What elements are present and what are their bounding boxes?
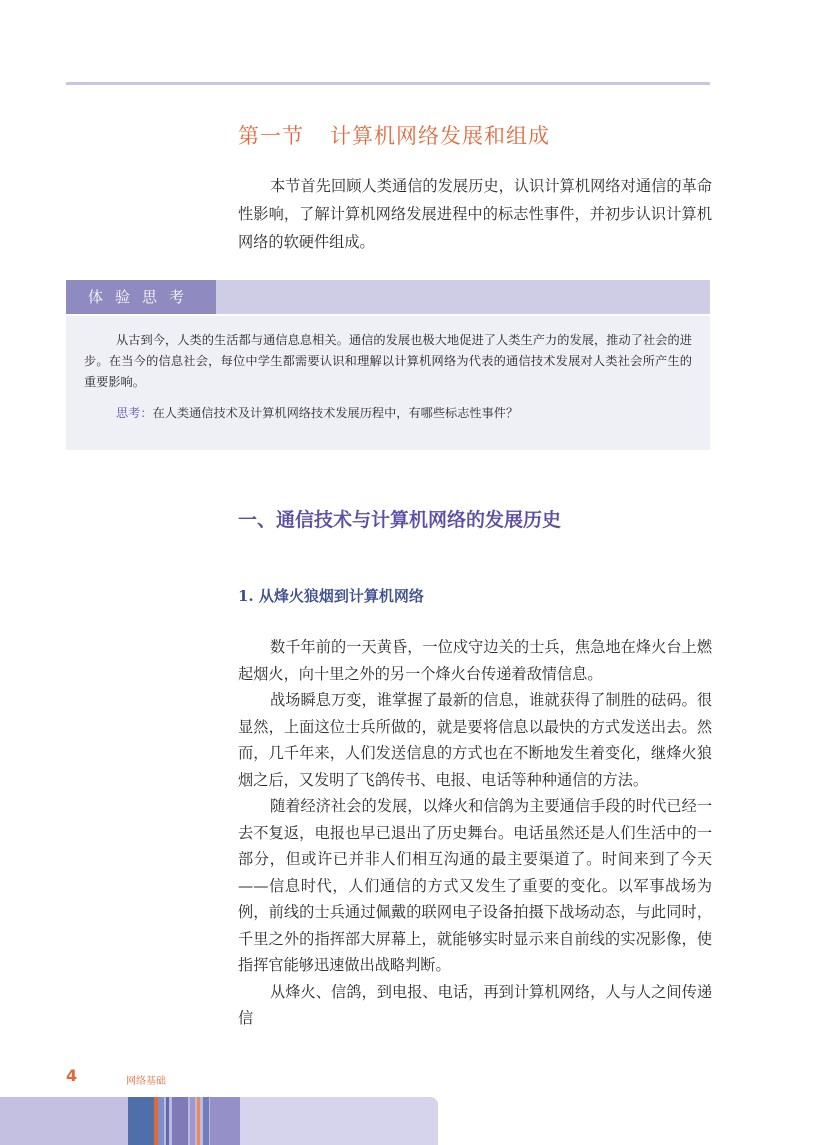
experience-box-paragraph: 从古到今，人类的生活都与通信息息相关。通信的发展也极大地促进了人类生产力的发展，推动了社会的进步。在当今的信息社会，每位中学生都需要认识和理解以计算机网络为代表的通信技术发展对人类社会所产生的重要影响。	[84, 333, 692, 389]
top-rule	[66, 82, 710, 85]
footer-decorative-band	[0, 1097, 438, 1145]
think-label: 思考：	[116, 406, 153, 420]
footer-stripe	[210, 1097, 240, 1145]
footer-stripe	[0, 1097, 128, 1145]
footer-stripe	[240, 1097, 438, 1145]
page-number: 4	[66, 1066, 78, 1085]
footer-book-title: 网络基础	[126, 1076, 166, 1087]
footer-stripe	[158, 1097, 164, 1145]
section-title-text: 计算机网络发展和组成	[330, 124, 550, 148]
experience-box-header	[66, 280, 710, 314]
section-title	[238, 120, 550, 150]
heading-level-1: 一、通信技术与计算机网络的发展历史	[238, 509, 562, 531]
paragraph: 从烽火、信鸽，到电报、电话，再到计算机网络，人与人之间传递信	[238, 982, 712, 1027]
body-text	[238, 634, 712, 1032]
footer-stripe	[197, 1097, 200, 1145]
experience-box-label: 体验思考	[66, 280, 216, 314]
think-text: 在人类通信技术及计算机网络技术发展历程中，有哪些标志性事件？	[152, 406, 519, 420]
section-intro: 本节首先回顾人类通信的发展历史，认识计算机网络对通信的革命性影响，了解计算机网络发展进程中的标志性事件，并初步认识计算机网络的软硬件组成。	[238, 177, 712, 251]
heading-level-2: 1. 从烽火狼烟到计算机网络	[238, 587, 424, 605]
paragraph: 数千年前的一天黄昏，一位戍守边关的士兵，焦急地在烽火台上燃起烟火，向十里之外的另一个烽火台传递着敌情信息。	[238, 638, 712, 683]
footer-stripe	[172, 1097, 188, 1145]
think-question	[116, 403, 518, 424]
paragraph: 战场瞬息万变，谁掌握了最新的信息，谁就获得了制胜的砝码。很显然，上面这位士兵所做的，就是要将信息以最快的方式发送出去。然而，几千年来，人们发送信息的方式也在不断地发生着变化，继烽火狼烟之后，又发明了飞鸽传书、电报、电话等种种通信的方法。	[238, 691, 712, 789]
footer-stripe	[203, 1097, 209, 1145]
section-number: 第一节	[238, 124, 304, 148]
footer-stripe	[190, 1097, 195, 1145]
footer-stripe	[166, 1097, 169, 1145]
footer-stripe	[128, 1097, 154, 1145]
paragraph: 随着经济社会的发展，以烽火和信鸽为主要通信手段的时代已经一去不复返，电报也早已退出了历史舞台。电话虽然还是人们生活中的一部分，但或许已并非人们相互沟通的最主要渠道了。时间来到了今天——信息时代，人们通信的方式又发生了重要的变化。以军事战场为例，前线的士兵通过佩戴的联网电子设备拍摄下战场动态，与此同时，千里之外的指挥部大屏幕上，就能够实时显示来自前线的实况影像，使指挥官能够迅速做出战略判断。	[238, 797, 712, 974]
